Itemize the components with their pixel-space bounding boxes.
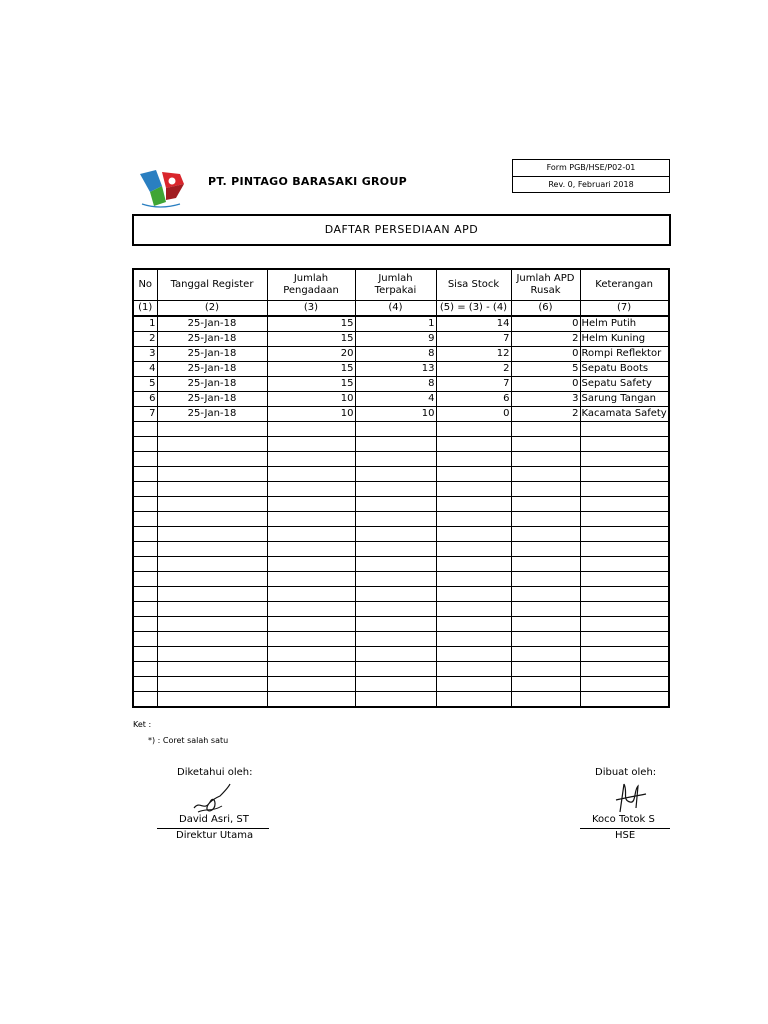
table-cell-pengadaan: 20 [267, 347, 355, 362]
table-cell-tanggal: 25-Jan-18 [157, 332, 267, 347]
table-cell-tanggal [157, 602, 267, 617]
col-header-pengadaan: Jumlah Pengadaan [267, 269, 355, 301]
table-cell-keterangan [580, 452, 669, 467]
table-cell-pengadaan: 10 [267, 407, 355, 422]
notes-label: Ket : [133, 720, 152, 729]
left-signatory-role: Direktur Utama [176, 830, 254, 841]
table-row-empty [133, 632, 669, 647]
table-row [133, 362, 669, 377]
table-cell-rusak: 0 [511, 316, 580, 332]
table-cell-sisa [436, 602, 511, 617]
table-cell-rusak [511, 602, 580, 617]
table-cell-no [133, 452, 157, 467]
table-row [133, 316, 669, 332]
table-cell-tanggal [157, 632, 267, 647]
table-cell-terpakai [355, 497, 436, 512]
table-cell-pengadaan [267, 557, 355, 572]
table-cell-pengadaan [267, 617, 355, 632]
table-cell-keterangan [580, 482, 669, 497]
left-signatory-name: David Asri, ST [179, 814, 249, 825]
table-cell-sisa [436, 632, 511, 647]
col-number: (3) [267, 301, 355, 317]
table-cell-terpakai: 8 [355, 377, 436, 392]
table-cell-tanggal [157, 422, 267, 437]
table-cell-rusak [511, 452, 580, 467]
table-cell-pengadaan [267, 692, 355, 708]
table-cell-keterangan [580, 512, 669, 527]
col-number: (2) [157, 301, 267, 317]
table-cell-tanggal: 25-Jan-18 [157, 377, 267, 392]
table-cell-sisa [436, 677, 511, 692]
table-cell-terpakai [355, 662, 436, 677]
table-header-row [133, 269, 669, 301]
table-cell-tanggal: 25-Jan-18 [157, 347, 267, 362]
table-cell-terpakai [355, 692, 436, 708]
table-cell-tanggal [157, 452, 267, 467]
table-cell-sisa [436, 482, 511, 497]
table-cell-no: 3 [133, 347, 157, 362]
table-cell-pengadaan [267, 587, 355, 602]
table-cell-sisa: 2 [436, 362, 511, 377]
table-cell-rusak [511, 422, 580, 437]
table-cell-keterangan [580, 617, 669, 632]
table-cell-sisa: 12 [436, 347, 511, 362]
table-cell-keterangan: Sepatu Safety [580, 377, 669, 392]
table-cell-rusak [511, 527, 580, 542]
col-number: (4) [355, 301, 436, 317]
table-cell-terpakai [355, 422, 436, 437]
form-code: Form PGB/HSE/P02-01 [546, 163, 636, 172]
table-cell-keterangan [580, 677, 669, 692]
table-cell-tanggal [157, 512, 267, 527]
table-cell-pengadaan [267, 677, 355, 692]
table-cell-sisa [436, 497, 511, 512]
table-cell-sisa [436, 557, 511, 572]
table-cell-keterangan [580, 647, 669, 662]
table-cell-terpakai [355, 467, 436, 482]
table-cell-tanggal: 25-Jan-18 [157, 392, 267, 407]
table-cell-keterangan [580, 602, 669, 617]
table-cell-sisa [436, 437, 511, 452]
table-cell-rusak: 0 [511, 347, 580, 362]
table-row [133, 407, 669, 422]
table-cell-pengadaan [267, 422, 355, 437]
table-row-empty [133, 587, 669, 602]
table-cell-pengadaan [267, 497, 355, 512]
table-cell-keterangan: Sarung Tangan [580, 392, 669, 407]
table-cell-rusak: 2 [511, 332, 580, 347]
table-cell-sisa: 6 [436, 392, 511, 407]
table-cell-pengadaan: 15 [267, 316, 355, 332]
right-signature-image [610, 778, 650, 818]
table-cell-terpakai: 9 [355, 332, 436, 347]
col-header-tanggal: Tanggal Register [157, 269, 267, 301]
left-signature-caption: Diketahui oleh: [177, 767, 253, 778]
table-cell-tanggal [157, 662, 267, 677]
table-row-empty [133, 617, 669, 632]
table-cell-rusak [511, 662, 580, 677]
table-cell-rusak: 0 [511, 377, 580, 392]
table-cell-terpakai [355, 437, 436, 452]
table-cell-keterangan [580, 527, 669, 542]
table-cell-tanggal [157, 527, 267, 542]
table-cell-keterangan: Helm Kuning [580, 332, 669, 347]
table-row-empty [133, 602, 669, 617]
table-row-empty [133, 647, 669, 662]
table-cell-tanggal [157, 587, 267, 602]
table-cell-no [133, 557, 157, 572]
table-cell-rusak [511, 467, 580, 482]
table-cell-rusak [511, 587, 580, 602]
table-cell-sisa [436, 692, 511, 708]
table-cell-pengadaan [267, 482, 355, 497]
table-cell-rusak [511, 692, 580, 708]
table-cell-terpakai [355, 452, 436, 467]
table-cell-pengadaan [267, 437, 355, 452]
table-cell-rusak [511, 572, 580, 587]
table-cell-sisa [436, 587, 511, 602]
table-cell-tanggal: 25-Jan-18 [157, 316, 267, 332]
table-cell-pengadaan [267, 452, 355, 467]
table-row-empty [133, 482, 669, 497]
table-cell-no [133, 542, 157, 557]
table-cell-no [133, 692, 157, 708]
table-cell-keterangan [580, 497, 669, 512]
table-row-empty [133, 452, 669, 467]
table-cell-sisa [436, 572, 511, 587]
table-cell-terpakai [355, 482, 436, 497]
table-cell-sisa: 7 [436, 377, 511, 392]
table-cell-tanggal [157, 437, 267, 452]
table-cell-rusak [511, 497, 580, 512]
table-row-empty [133, 692, 669, 708]
table-cell-rusak [511, 647, 580, 662]
table-cell-terpakai: 10 [355, 407, 436, 422]
table-cell-rusak [511, 542, 580, 557]
table-cell-tanggal [157, 572, 267, 587]
table-cell-tanggal [157, 467, 267, 482]
table-cell-pengadaan: 15 [267, 362, 355, 377]
table-cell-keterangan [580, 437, 669, 452]
inventory-table [132, 268, 670, 708]
table-cell-tanggal [157, 677, 267, 692]
table-row-empty [133, 662, 669, 677]
table-cell-keterangan: Helm Putih [580, 316, 669, 332]
table-cell-keterangan [580, 557, 669, 572]
table-cell-tanggal [157, 647, 267, 662]
form-info-box [512, 159, 670, 193]
right-signature-caption: Dibuat oleh: [595, 767, 657, 778]
table-cell-terpakai [355, 557, 436, 572]
table-cell-tanggal [157, 557, 267, 572]
table-cell-terpakai [355, 617, 436, 632]
table-cell-tanggal: 25-Jan-18 [157, 362, 267, 377]
table-cell-rusak [511, 437, 580, 452]
table-cell-pengadaan [267, 602, 355, 617]
table-cell-sisa: 0 [436, 407, 511, 422]
table-row-empty [133, 542, 669, 557]
table-cell-pengadaan [267, 467, 355, 482]
col-number: (7) [580, 301, 669, 317]
table-cell-pengadaan: 15 [267, 377, 355, 392]
table-cell-no [133, 527, 157, 542]
table-cell-no [133, 587, 157, 602]
table-cell-no [133, 497, 157, 512]
table-cell-rusak: 2 [511, 407, 580, 422]
col-header-keterangan: Keterangan [580, 269, 669, 301]
table-cell-keterangan [580, 572, 669, 587]
table-cell-terpakai: 13 [355, 362, 436, 377]
table-cell-no [133, 677, 157, 692]
table-cell-terpakai [355, 572, 436, 587]
table-cell-no: 1 [133, 316, 157, 332]
table-cell-keterangan: Rompi Reflektor [580, 347, 669, 362]
table-cell-tanggal [157, 692, 267, 708]
table-cell-no [133, 617, 157, 632]
table-cell-tanggal: 25-Jan-18 [157, 407, 267, 422]
table-cell-tanggal [157, 617, 267, 632]
table-cell-no [133, 512, 157, 527]
col-header-terpakai: Jumlah Terpakai [355, 269, 436, 301]
table-cell-keterangan [580, 662, 669, 677]
table-cell-no: 4 [133, 362, 157, 377]
company-logo [136, 166, 186, 212]
col-header-no: No [133, 269, 157, 301]
table-cell-no [133, 662, 157, 677]
table-row [133, 392, 669, 407]
table-cell-pengadaan: 15 [267, 332, 355, 347]
table-cell-no [133, 647, 157, 662]
table-cell-no [133, 422, 157, 437]
table-cell-tanggal [157, 482, 267, 497]
table-row-empty [133, 572, 669, 587]
table-row-empty [133, 437, 669, 452]
table-cell-pengadaan [267, 527, 355, 542]
table-cell-sisa [436, 512, 511, 527]
table-cell-no [133, 632, 157, 647]
table-row-empty [133, 497, 669, 512]
left-signature-line [157, 828, 269, 829]
table-cell-keterangan [580, 467, 669, 482]
table-cell-rusak [511, 617, 580, 632]
table-cell-sisa [436, 542, 511, 557]
table-cell-sisa [436, 617, 511, 632]
table-cell-sisa: 7 [436, 332, 511, 347]
col-number: (5) = (3) - (4) [436, 301, 511, 317]
table-cell-sisa [436, 647, 511, 662]
table-cell-no [133, 467, 157, 482]
table-cell-terpakai [355, 587, 436, 602]
table-cell-tanggal [157, 542, 267, 557]
notes-footnote: *) : Coret salah satu [148, 736, 229, 745]
table-row-empty [133, 512, 669, 527]
table-cell-rusak [511, 677, 580, 692]
table-cell-no [133, 482, 157, 497]
table-cell-terpakai [355, 542, 436, 557]
table-cell-sisa [436, 422, 511, 437]
table-cell-rusak [511, 557, 580, 572]
table-cell-sisa [436, 467, 511, 482]
table-cell-pengadaan: 10 [267, 392, 355, 407]
table-cell-terpakai: 4 [355, 392, 436, 407]
table-cell-terpakai [355, 677, 436, 692]
table-cell-keterangan [580, 422, 669, 437]
left-signature-image [190, 782, 234, 816]
table-cell-sisa: 14 [436, 316, 511, 332]
document-title: DAFTAR PERSEDIAAN APD [132, 214, 671, 246]
table-row-empty [133, 677, 669, 692]
col-number: (6) [511, 301, 580, 317]
table-cell-rusak: 3 [511, 392, 580, 407]
table-cell-no: 5 [133, 377, 157, 392]
table-cell-no: 2 [133, 332, 157, 347]
table-row-empty [133, 422, 669, 437]
table-cell-keterangan [580, 587, 669, 602]
table-cell-rusak: 5 [511, 362, 580, 377]
table-cell-pengadaan [267, 542, 355, 557]
table-cell-keterangan: Kacamata Safety [580, 407, 669, 422]
table-cell-pengadaan [267, 647, 355, 662]
table-cell-pengadaan [267, 632, 355, 647]
form-revision: Rev. 0, Februari 2018 [513, 176, 669, 193]
table-cell-no [133, 572, 157, 587]
table-column-number-row [133, 301, 669, 317]
table-cell-no: 6 [133, 392, 157, 407]
table-cell-pengadaan [267, 512, 355, 527]
right-signature-line [580, 828, 670, 829]
table-cell-pengadaan [267, 572, 355, 587]
table-cell-pengadaan [267, 662, 355, 677]
table-cell-terpakai [355, 512, 436, 527]
table-cell-no: 7 [133, 407, 157, 422]
table-cell-no [133, 602, 157, 617]
col-header-rusak: Jumlah APD Rusak [511, 269, 580, 301]
table-cell-keterangan: Sepatu Boots [580, 362, 669, 377]
table-row-empty [133, 527, 669, 542]
table-cell-terpakai [355, 647, 436, 662]
table-cell-terpakai [355, 632, 436, 647]
table-cell-terpakai [355, 527, 436, 542]
table-cell-rusak [511, 482, 580, 497]
table-cell-keterangan [580, 542, 669, 557]
table-cell-sisa [436, 452, 511, 467]
col-header-sisa: Sisa Stock [436, 269, 511, 301]
table-cell-sisa [436, 662, 511, 677]
table-cell-sisa [436, 527, 511, 542]
table-cell-terpakai [355, 602, 436, 617]
table-row-empty [133, 467, 669, 482]
table-cell-terpakai: 8 [355, 347, 436, 362]
table-cell-no [133, 437, 157, 452]
table-row [133, 377, 669, 392]
table-body [133, 316, 669, 707]
table-cell-keterangan [580, 692, 669, 708]
table-cell-rusak [511, 632, 580, 647]
right-signatory-name: Koco Totok S [592, 814, 655, 825]
table-cell-rusak [511, 512, 580, 527]
right-signatory-role: HSE [615, 830, 636, 841]
table-row-empty [133, 557, 669, 572]
table-row [133, 332, 669, 347]
table-cell-keterangan [580, 632, 669, 647]
table-cell-terpakai: 1 [355, 316, 436, 332]
company-name: PT. PINTAGO BARASAKI GROUP [208, 175, 408, 188]
col-number: (1) [133, 301, 157, 317]
table-row [133, 347, 669, 362]
table-cell-tanggal [157, 497, 267, 512]
